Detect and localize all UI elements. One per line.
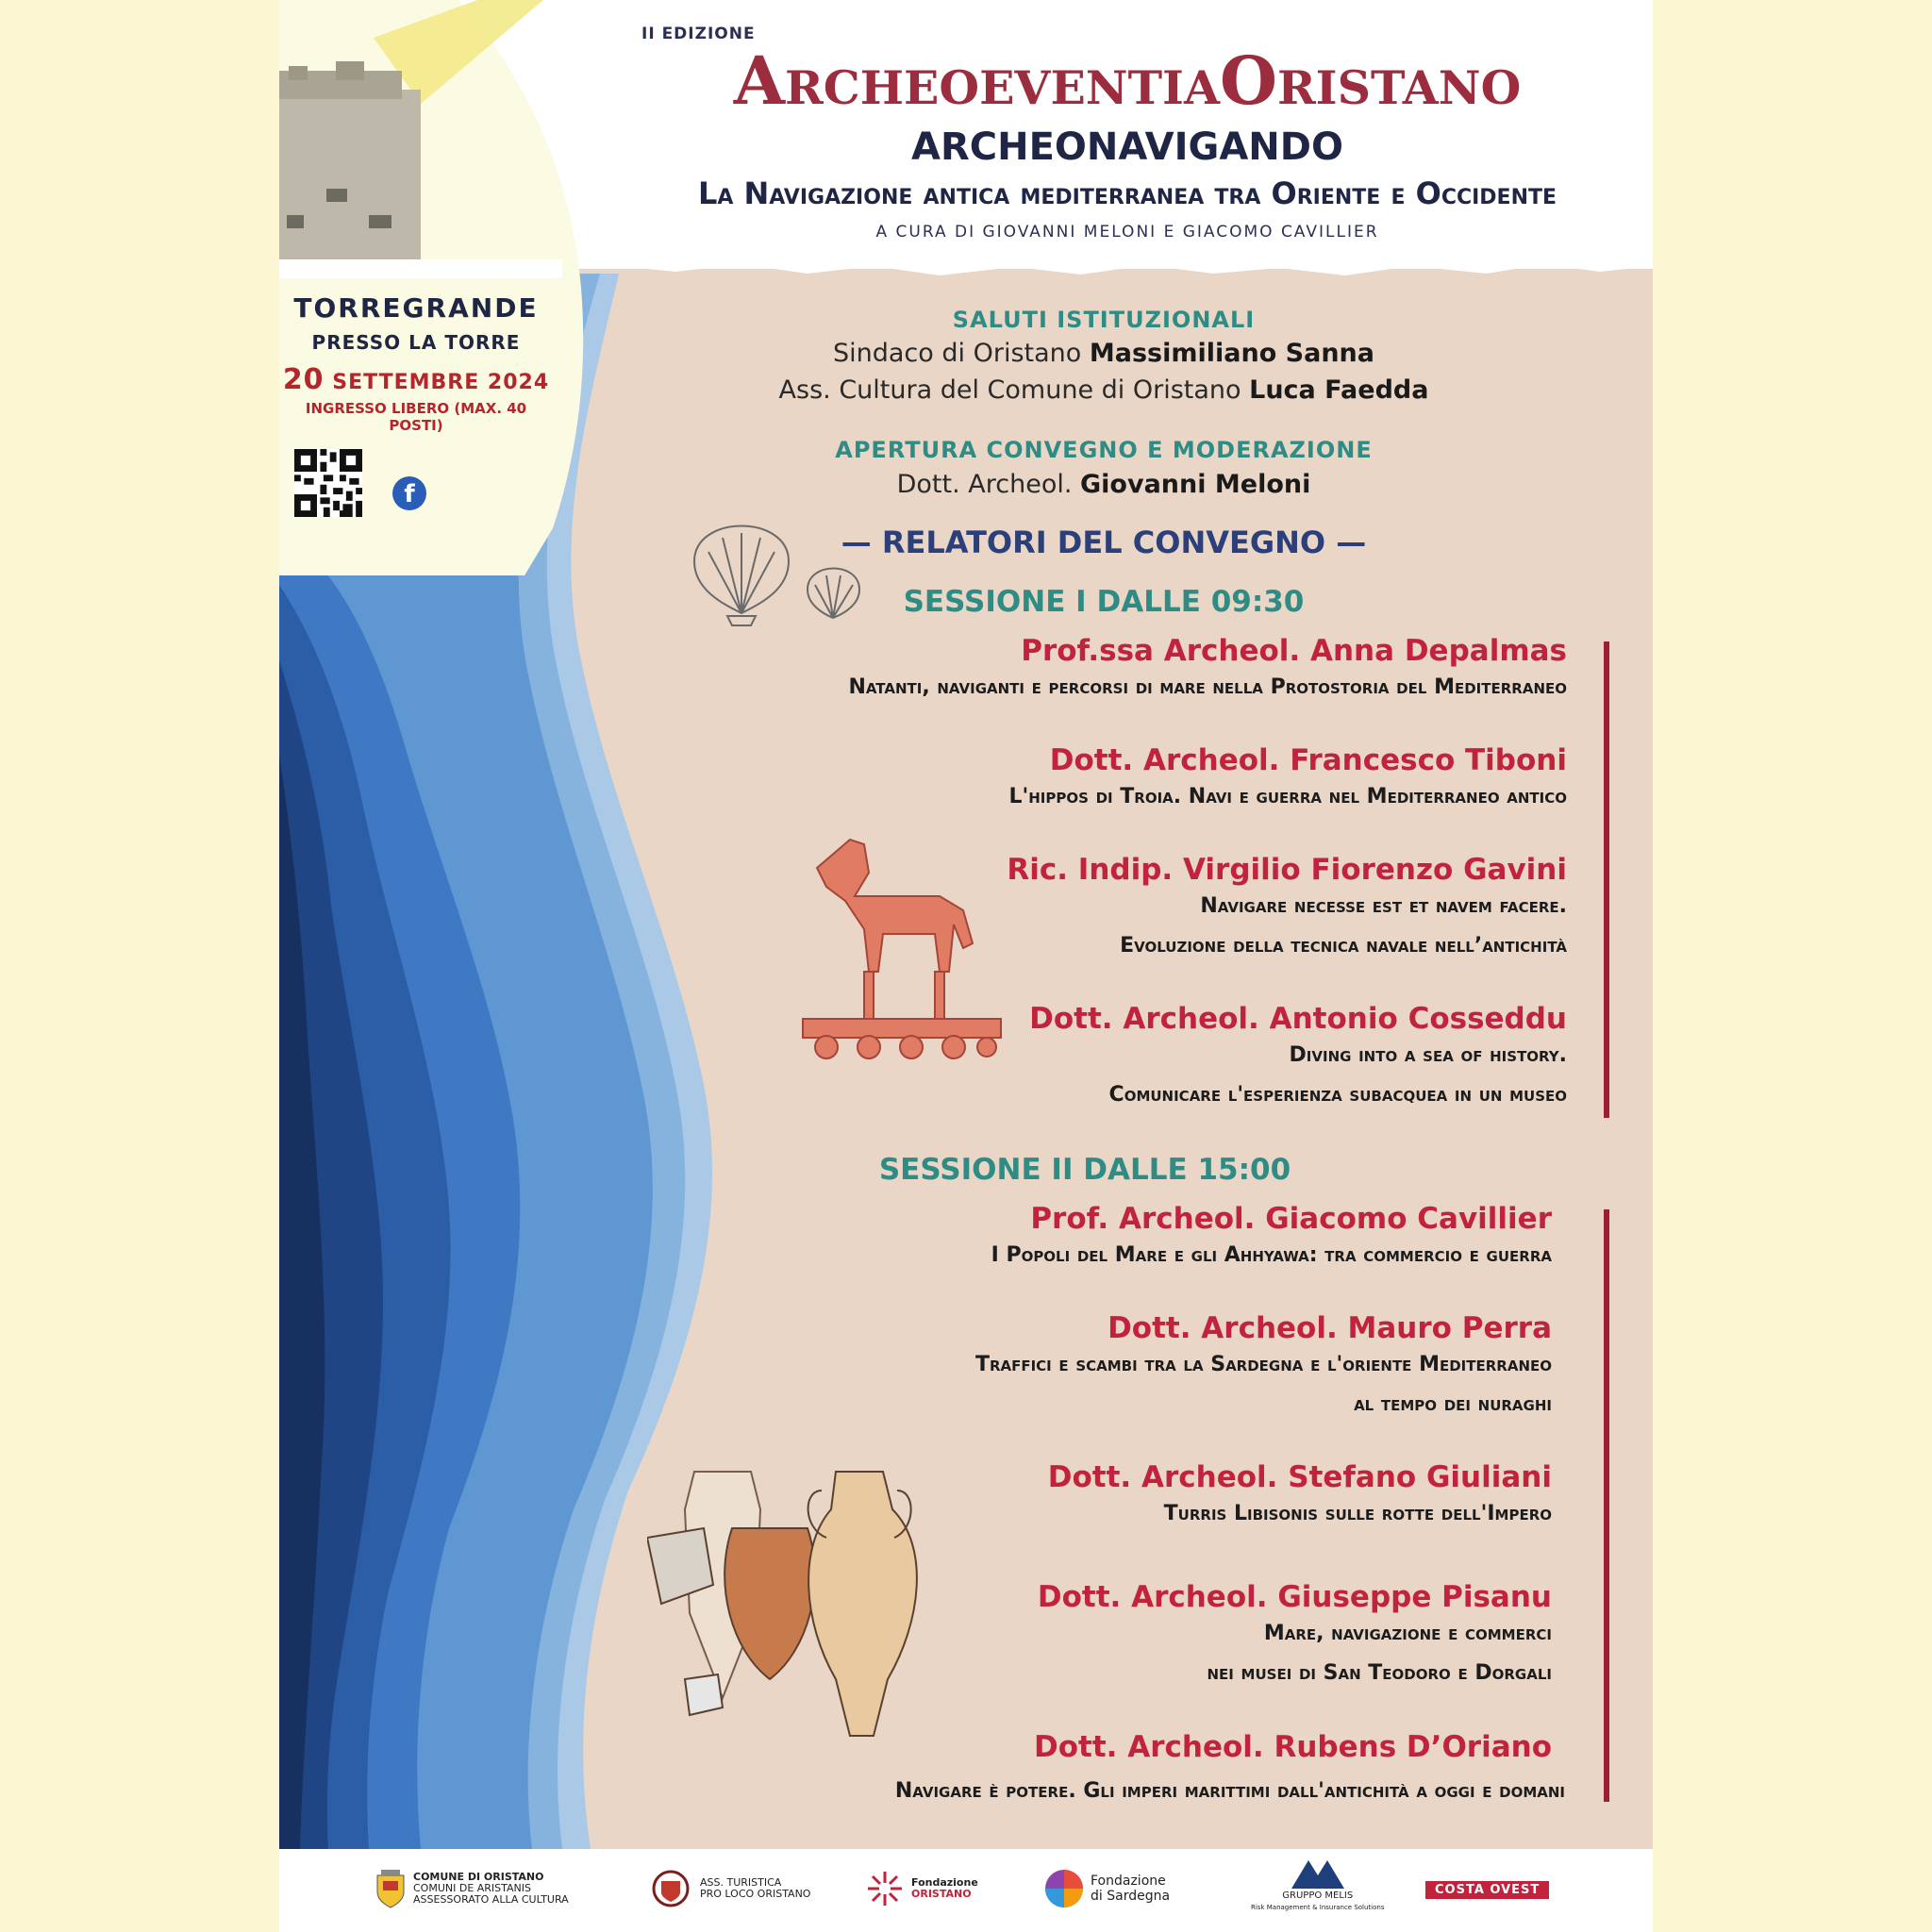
- fond-oristano-line-2: ORISTANO: [911, 1888, 972, 1900]
- talk-title-line: Natanti, naviganti e percorsi di mare nella Protostoria del Mediterraneo: [848, 675, 1567, 699]
- fond-oristano-line-1: Fondazione: [911, 1876, 978, 1889]
- talk-item: [1048, 1460, 1552, 1534]
- gruppo-melis-logo: [1251, 1857, 1385, 1913]
- talk-title-line: Diving into a sea of history.: [1289, 1043, 1567, 1067]
- color-wheel-icon: [1043, 1868, 1085, 1909]
- talk-speaker: Dott. Archeol. Giuseppe Pisanu: [1037, 1580, 1552, 1614]
- talk-item: [279, 1730, 1552, 1764]
- session-2-talks: [279, 0, 1552, 1849]
- comune-line-2: COMUNI DE ARISTANIS: [413, 1882, 532, 1894]
- talk-title-line: Mare, navigazione e commerci: [1263, 1622, 1552, 1645]
- session-1-heading: SESSIONE I DALLE 09:30: [903, 585, 1305, 619]
- mountain-m-icon: [1290, 1857, 1346, 1890]
- talk-title-line: Traffici e scambi tra la Sardegna e l'oriente Mediterraneo: [974, 1353, 1552, 1376]
- talk-speaker: Dott. Archeol. Francesco Tiboni: [1049, 743, 1567, 777]
- talk-item: [975, 1311, 1552, 1424]
- session-2-bar: [1604, 1209, 1609, 1802]
- talk-title-line: Navigare è potere. Gli imperi marittimi dall'antichità a oggi e domani: [894, 1779, 1565, 1803]
- venue-detail: PRESSO LA TORRE: [311, 331, 521, 354]
- facebook-icon[interactable]: f: [392, 476, 426, 510]
- apertura-heading: APERTURA CONVEGNO E MODERAZIONE: [835, 437, 1373, 463]
- talk-item-last-line: [895, 1772, 1565, 1811]
- fondazione-oristano-text: [911, 1877, 978, 1900]
- event-tagline: La Navigazione antica mediterranea tra Oriente e Occidente: [697, 175, 1557, 211]
- talk-speaker: Dott. Archeol. Rubens D’Oriano: [1033, 1730, 1552, 1764]
- comune-line-1: COMUNE DI ORISTANO: [413, 1871, 544, 1883]
- talk-item: [1038, 1580, 1552, 1693]
- saluti-heading: SALUTI ISTITUZIONALI: [952, 307, 1256, 333]
- fondazione-sardegna-logo: [1043, 1868, 1170, 1909]
- talk-speaker: Dott. Archeol. Stefano Giuliani: [1047, 1460, 1552, 1494]
- costa-ovest-text: COSTA OVEST: [1425, 1881, 1549, 1899]
- talk-title-line: Turris Libisonis sulle rotte dell'Impero: [1163, 1502, 1552, 1525]
- talk-title-line: nei musei di San Teodoro e Dorgali: [1207, 1661, 1552, 1685]
- talk-speaker: Dott. Archeol. Mauro Perra: [1108, 1311, 1552, 1345]
- session-2-heading: SESSIONE II DALLE 15:00: [878, 1153, 1291, 1187]
- pro-loco-logo: [647, 1868, 810, 1909]
- apertura-role: Dott. Archeol.: [896, 470, 1081, 499]
- pro-loco-text: [700, 1877, 810, 1900]
- talk-speaker: Prof. Archeol. Giacomo Cavillier: [1030, 1202, 1552, 1236]
- comune-oristano-logo: [374, 1868, 569, 1909]
- curators-line: A CURA DI GIOVANNI MELONI E GIACOMO CAVILLIER: [875, 223, 1379, 242]
- talk-title-line: Navigare necesse est et navem facere.: [1200, 894, 1567, 918]
- relatori-heading: — RELATORI DEL CONVEGNO —: [841, 525, 1367, 560]
- event-title: ArcheoeventiaOristano: [733, 42, 1522, 120]
- venue-name: TORREGRANDE: [293, 292, 539, 324]
- entry-note: INGRESSO LIBERO (MAX. 40 POSTI): [305, 400, 527, 434]
- talk-title-line: I Popoli del Mare e gli Ahhyawa: tra commercio e guerra: [991, 1243, 1552, 1267]
- pro-loco-crest-icon: [647, 1868, 694, 1909]
- saluti-line-2-role: Ass. Cultura del Comune di Oristano: [778, 375, 1250, 405]
- saluti-line-1-name: Massimiliano Sanna: [1089, 339, 1374, 368]
- event-poster: [279, 0, 1653, 1932]
- sponsor-footer: [279, 1849, 1653, 1932]
- fondazione-sardegna-text: [1091, 1874, 1170, 1904]
- pro-loco-line-2: PRO LOCO ORISTANO: [700, 1888, 811, 1900]
- talk-item: [991, 1202, 1552, 1275]
- talk-title-line: Comunicare l'esperienza subacquea in un museo: [1108, 1083, 1567, 1107]
- fond-sardegna-line-1: Fondazione: [1091, 1874, 1166, 1889]
- event-subtitle: ARCHEONAVIGANDO: [911, 125, 1343, 169]
- gruppo-melis-text: [1251, 1890, 1385, 1913]
- talk-speaker: Ric. Indip. Virgilio Fiorenzo Gavini: [1007, 853, 1567, 887]
- costa-ovest-logo: [1425, 1881, 1549, 1899]
- saluti-line-1-role: Sindaco di Oristano: [833, 339, 1090, 368]
- talk-speaker: Prof.ssa Archeol. Anna Depalmas: [1021, 634, 1567, 668]
- melis-line-1: GRUPPO MELIS: [1282, 1890, 1354, 1901]
- comune-line-3: ASSESSORATO ALLA CULTURA: [413, 1893, 569, 1906]
- star-burst-icon: [864, 1868, 906, 1909]
- melis-line-2: Risk Management & Insurance Solutions: [1251, 1904, 1385, 1911]
- fondazione-oristano-logo: [864, 1868, 978, 1909]
- event-date-rest: SETTEMBRE 2024: [324, 371, 550, 394]
- talk-title-line: L'hippos di Troia. Navi e guerra nel Mediterraneo antico: [1008, 785, 1567, 808]
- saluti-line-2-name: Luca Faedda: [1249, 375, 1429, 405]
- comune-text: [413, 1872, 569, 1906]
- talk-speaker: Dott. Archeol. Antonio Cosseddu: [1029, 1002, 1567, 1036]
- talk-title-line: al tempo dei nuraghi: [1354, 1392, 1552, 1416]
- fond-sardegna-line-2: di Sardegna: [1091, 1889, 1171, 1904]
- event-date-day: 20: [282, 363, 325, 396]
- pro-loco-line-1: ASS. TURISTICA: [700, 1876, 782, 1889]
- edition-label: II EDIZIONE: [641, 25, 756, 43]
- talk-title-line: Evoluzione della tecnica navale nell’antichità: [1120, 934, 1567, 958]
- session-1-bar: [1604, 641, 1609, 1118]
- crest-icon: [374, 1868, 408, 1909]
- apertura-name: Giovanni Meloni: [1080, 470, 1311, 499]
